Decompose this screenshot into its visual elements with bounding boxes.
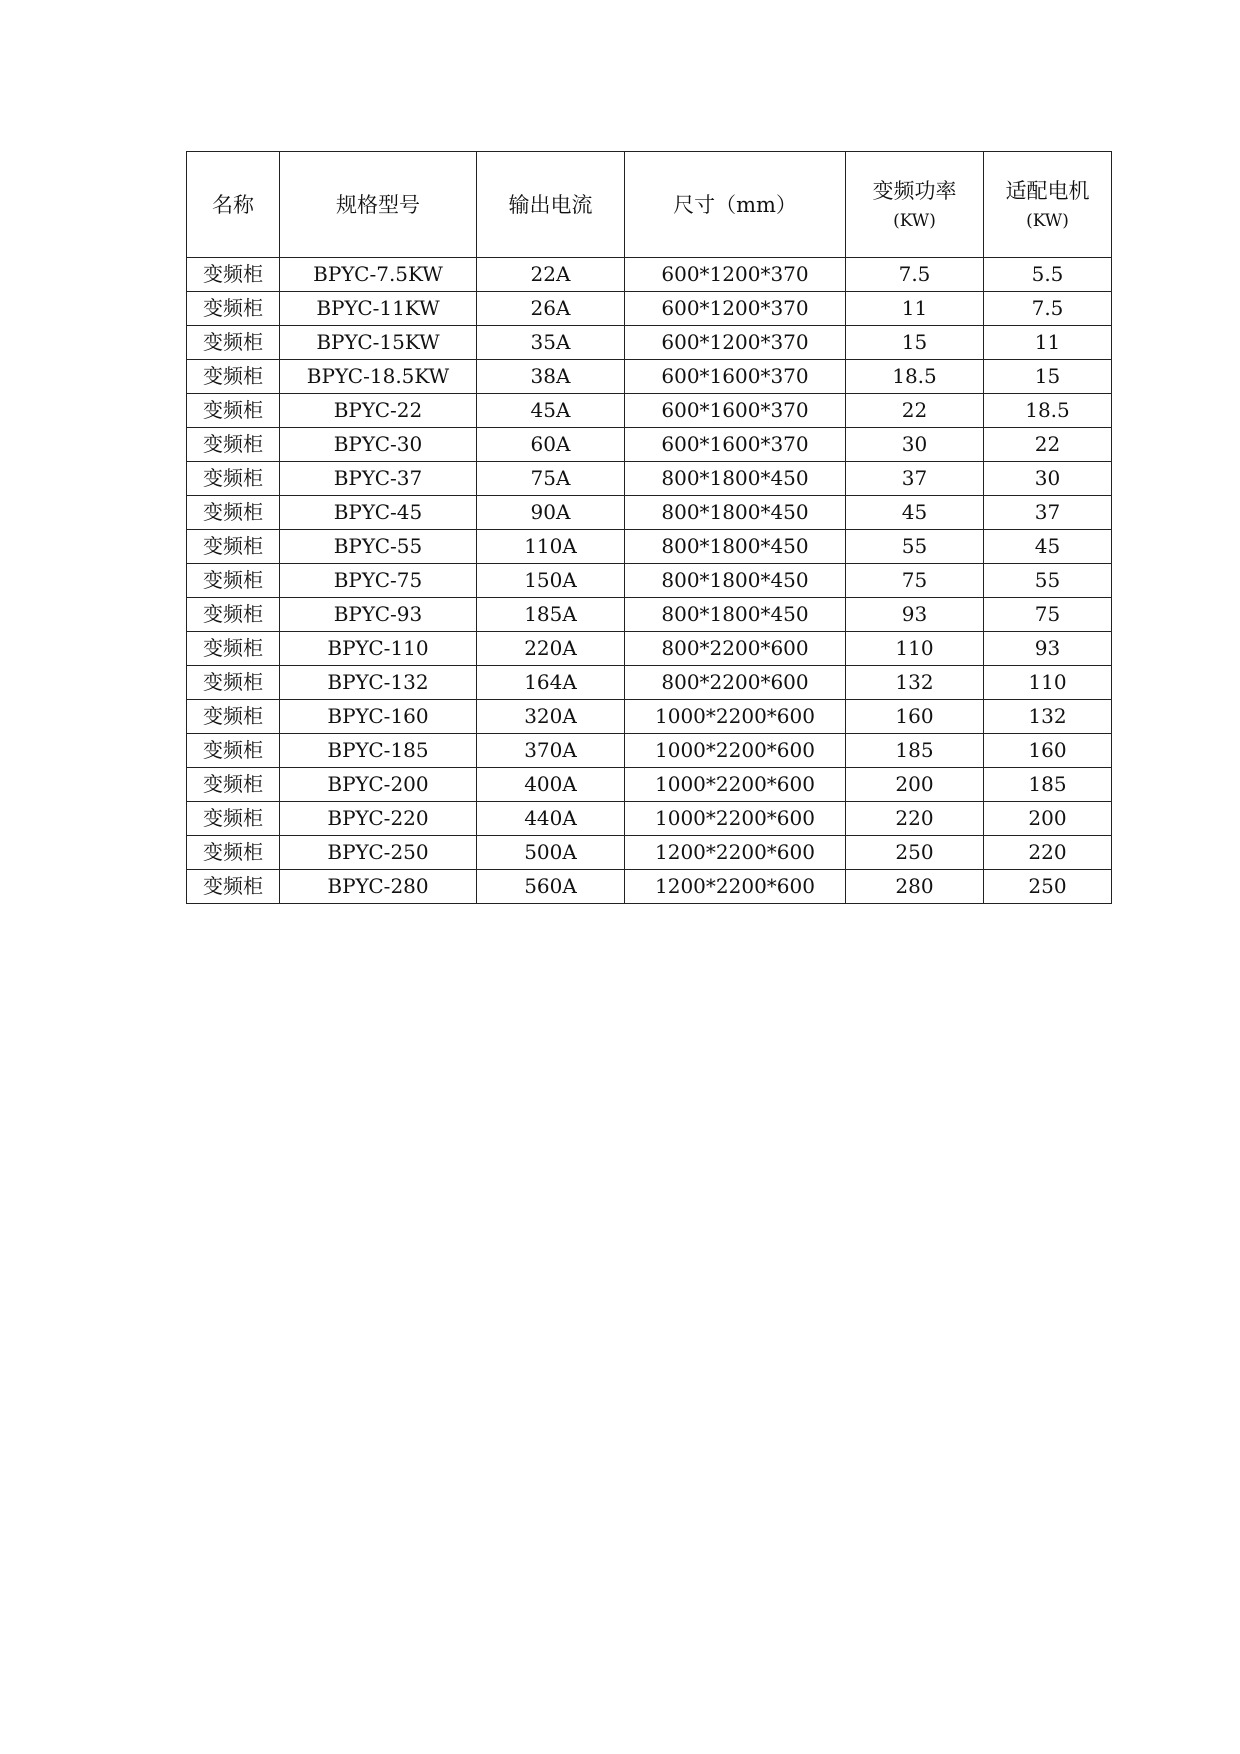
header-dimensions-label: 尺寸（mm） [673, 192, 797, 217]
model-cell: BPYC-37 [280, 462, 477, 496]
current-cell: 440A [477, 802, 625, 836]
table-row [187, 258, 1112, 292]
header-inverter-power-label: 变频功率 [872, 178, 957, 203]
model-cell: BPYC-22 [280, 394, 477, 428]
current-cell: 75A [477, 462, 625, 496]
table-row [187, 802, 1112, 836]
name-cell: 变频柜 [187, 666, 280, 700]
model-cell: BPYC-250 [280, 836, 477, 870]
table-header [187, 152, 1112, 258]
motor-power-cell: 132 [984, 700, 1112, 734]
model-cell: BPYC-110 [280, 632, 477, 666]
spec-table [186, 151, 1112, 904]
name-cell: 变频柜 [187, 836, 280, 870]
table-row [187, 700, 1112, 734]
inverter-power-cell: 160 [846, 700, 984, 734]
inverter-power-cell: 11 [846, 292, 984, 326]
inverter-power-cell: 55 [846, 530, 984, 564]
dimension-cell: 800*1800*450 [625, 496, 846, 530]
name-cell: 变频柜 [187, 734, 280, 768]
dimension-cell: 600*1600*370 [625, 360, 846, 394]
table-row [187, 836, 1112, 870]
dimension-cell: 800*1800*450 [625, 462, 846, 496]
current-cell: 370A [477, 734, 625, 768]
dimension-cell: 1200*2200*600 [625, 836, 846, 870]
motor-power-cell: 55 [984, 564, 1112, 598]
motor-power-cell: 18.5 [984, 394, 1112, 428]
inverter-power-cell: 37 [846, 462, 984, 496]
current-cell: 150A [477, 564, 625, 598]
table-row [187, 394, 1112, 428]
table-row [187, 598, 1112, 632]
motor-power-cell: 250 [984, 870, 1112, 904]
dimension-cell: 1000*2200*600 [625, 734, 846, 768]
inverter-power-cell: 132 [846, 666, 984, 700]
inverter-power-cell: 250 [846, 836, 984, 870]
table-row [187, 768, 1112, 802]
current-cell: 560A [477, 870, 625, 904]
table-row [187, 292, 1112, 326]
header-dimensions [625, 152, 846, 258]
current-cell: 22A [477, 258, 625, 292]
name-cell: 变频柜 [187, 258, 280, 292]
motor-power-cell: 93 [984, 632, 1112, 666]
dimension-cell: 800*1800*450 [625, 530, 846, 564]
dimension-cell: 600*1200*370 [625, 292, 846, 326]
inverter-power-cell: 75 [846, 564, 984, 598]
name-cell: 变频柜 [187, 564, 280, 598]
inverter-power-cell: 93 [846, 598, 984, 632]
model-cell: BPYC-30 [280, 428, 477, 462]
table-row [187, 530, 1112, 564]
header-output-current-label: 输出电流 [508, 192, 593, 217]
name-cell: 变频柜 [187, 632, 280, 666]
header-motor-power-label: 适配电机 [1005, 178, 1090, 203]
name-cell: 变频柜 [187, 496, 280, 530]
model-cell: BPYC-75 [280, 564, 477, 598]
current-cell: 35A [477, 326, 625, 360]
table-row [187, 632, 1112, 666]
motor-power-cell: 185 [984, 768, 1112, 802]
dimension-cell: 1000*2200*600 [625, 768, 846, 802]
current-cell: 38A [477, 360, 625, 394]
current-cell: 185A [477, 598, 625, 632]
name-cell: 变频柜 [187, 768, 280, 802]
motor-power-cell: 7.5 [984, 292, 1112, 326]
motor-power-cell: 75 [984, 598, 1112, 632]
table-row [187, 496, 1112, 530]
inverter-power-cell: 220 [846, 802, 984, 836]
table-row [187, 564, 1112, 598]
model-cell: BPYC-11KW [280, 292, 477, 326]
header-model [280, 152, 477, 258]
inverter-power-cell: 18.5 [846, 360, 984, 394]
table-row [187, 360, 1112, 394]
model-cell: BPYC-280 [280, 870, 477, 904]
model-cell: BPYC-93 [280, 598, 477, 632]
header-inverter-power-unit: (KW) [893, 210, 936, 231]
current-cell: 26A [477, 292, 625, 326]
header-output-current [477, 152, 625, 258]
current-cell: 220A [477, 632, 625, 666]
inverter-power-cell: 30 [846, 428, 984, 462]
name-cell: 变频柜 [187, 394, 280, 428]
name-cell: 变频柜 [187, 802, 280, 836]
dimension-cell: 600*1200*370 [625, 326, 846, 360]
model-cell: BPYC-185 [280, 734, 477, 768]
header-motor-power [984, 152, 1112, 258]
name-cell: 变频柜 [187, 598, 280, 632]
motor-power-cell: 30 [984, 462, 1112, 496]
name-cell: 变频柜 [187, 292, 280, 326]
table-row [187, 326, 1112, 360]
current-cell: 320A [477, 700, 625, 734]
current-cell: 45A [477, 394, 625, 428]
table-row [187, 462, 1112, 496]
dimension-cell: 1200*2200*600 [625, 870, 846, 904]
header-model-label: 规格型号 [336, 192, 420, 217]
motor-power-cell: 11 [984, 326, 1112, 360]
motor-power-cell: 160 [984, 734, 1112, 768]
current-cell: 500A [477, 836, 625, 870]
table-row [187, 428, 1112, 462]
inverter-power-cell: 7.5 [846, 258, 984, 292]
motor-power-cell: 5.5 [984, 258, 1112, 292]
name-cell: 变频柜 [187, 326, 280, 360]
header-inverter-power [846, 152, 984, 258]
header-motor-power-unit: (KW) [1026, 210, 1069, 231]
inverter-power-cell: 200 [846, 768, 984, 802]
name-cell: 变频柜 [187, 700, 280, 734]
dimension-cell: 800*2200*600 [625, 632, 846, 666]
motor-power-cell: 110 [984, 666, 1112, 700]
motor-power-cell: 22 [984, 428, 1112, 462]
model-cell: BPYC-132 [280, 666, 477, 700]
dimension-cell: 800*2200*600 [625, 666, 846, 700]
table-row [187, 666, 1112, 700]
dimension-cell: 600*1600*370 [625, 394, 846, 428]
inverter-power-cell: 45 [846, 496, 984, 530]
table-body [187, 258, 1112, 904]
header-name-label: 名称 [212, 192, 254, 217]
motor-power-cell: 220 [984, 836, 1112, 870]
name-cell: 变频柜 [187, 870, 280, 904]
table-row [187, 870, 1112, 904]
current-cell: 90A [477, 496, 625, 530]
model-cell: BPYC-15KW [280, 326, 477, 360]
model-cell: BPYC-45 [280, 496, 477, 530]
name-cell: 变频柜 [187, 462, 280, 496]
model-cell: BPYC-160 [280, 700, 477, 734]
model-cell: BPYC-55 [280, 530, 477, 564]
motor-power-cell: 15 [984, 360, 1112, 394]
name-cell: 变频柜 [187, 360, 280, 394]
inverter-power-cell: 15 [846, 326, 984, 360]
dimension-cell: 600*1200*370 [625, 258, 846, 292]
dimension-cell: 800*1800*450 [625, 598, 846, 632]
model-cell: BPYC-18.5KW [280, 360, 477, 394]
motor-power-cell: 45 [984, 530, 1112, 564]
dimension-cell: 1000*2200*600 [625, 802, 846, 836]
current-cell: 164A [477, 666, 625, 700]
table-row [187, 734, 1112, 768]
header-name [187, 152, 280, 258]
name-cell: 变频柜 [187, 530, 280, 564]
model-cell: BPYC-220 [280, 802, 477, 836]
motor-power-cell: 200 [984, 802, 1112, 836]
model-cell: BPYC-200 [280, 768, 477, 802]
inverter-power-cell: 110 [846, 632, 984, 666]
dimension-cell: 600*1600*370 [625, 428, 846, 462]
dimension-cell: 800*1800*450 [625, 564, 846, 598]
inverter-power-cell: 22 [846, 394, 984, 428]
model-cell: BPYC-7.5KW [280, 258, 477, 292]
inverter-power-cell: 185 [846, 734, 984, 768]
current-cell: 400A [477, 768, 625, 802]
dimension-cell: 1000*2200*600 [625, 700, 846, 734]
motor-power-cell: 37 [984, 496, 1112, 530]
current-cell: 60A [477, 428, 625, 462]
name-cell: 变频柜 [187, 428, 280, 462]
header-row [187, 152, 1112, 258]
inverter-power-cell: 280 [846, 870, 984, 904]
current-cell: 110A [477, 530, 625, 564]
